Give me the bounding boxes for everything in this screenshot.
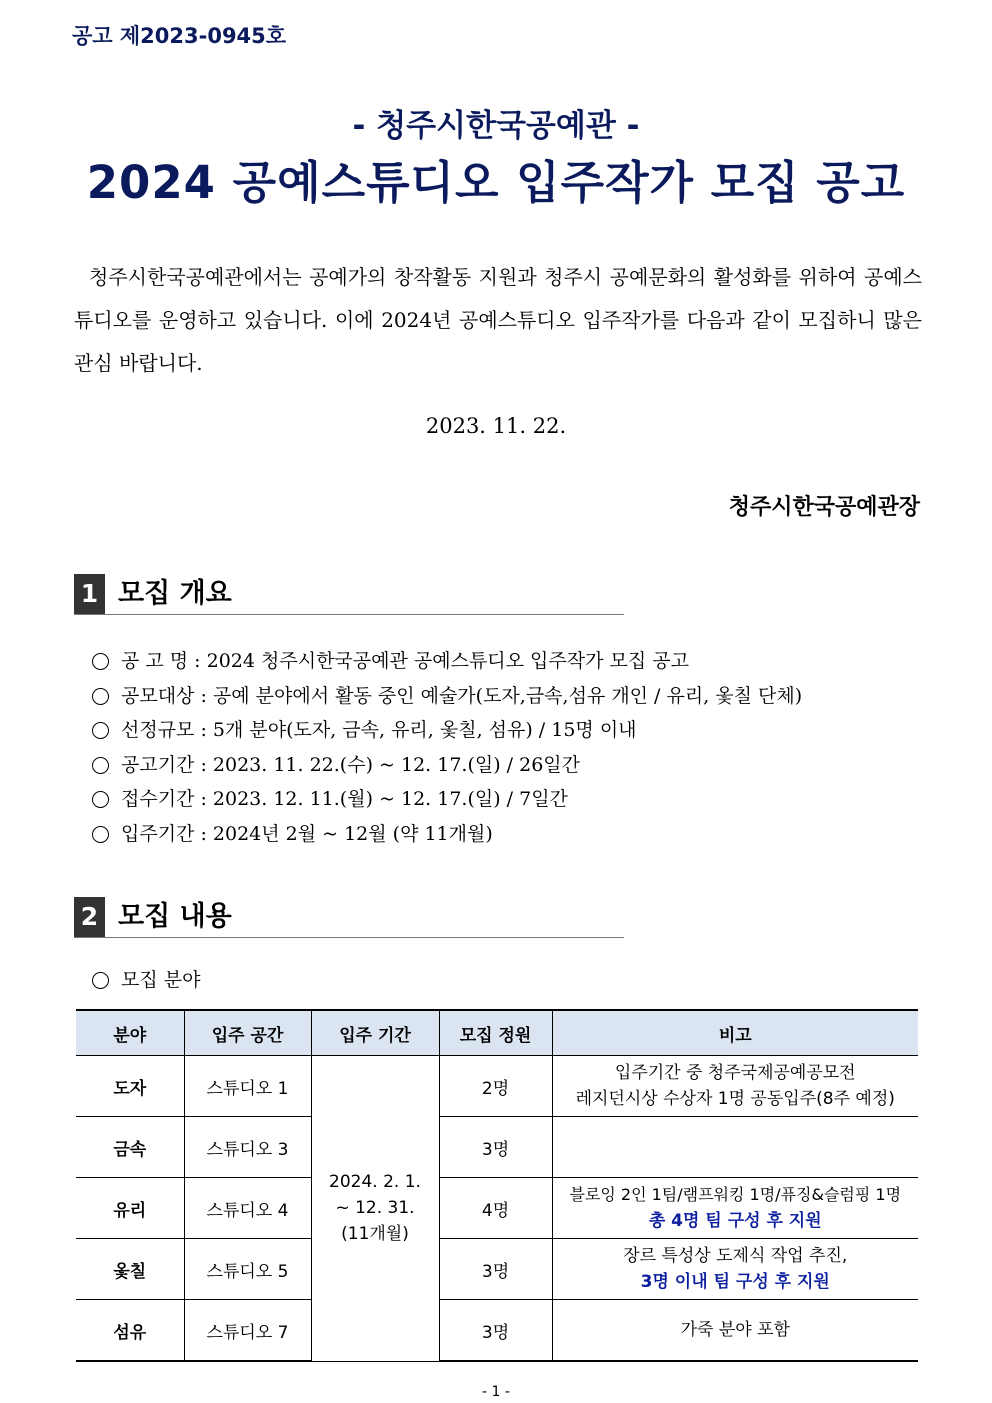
notice-number: 공고 제2023-0945호 [72,24,287,48]
note-line: 블로잉 2인 1팀/램프워킹 1명/퓨징&슬럼핑 1명 [569,1185,902,1204]
table-row [76,1239,918,1300]
list-item: 선정규모 : 5개 분야(도자, 금속, 유리, 옻칠, 섬유) / 15명 이내 [92,713,802,748]
circle-bullet-icon [92,757,109,774]
cell-space: 스튜디오 7 [184,1300,311,1362]
section-2-title: 모집 내용 [118,901,232,932]
col-header-space: 입주 공간 [184,1010,311,1056]
cell-field: 유리 [76,1178,184,1239]
sub-title: - 청주시한국공예관 - [352,108,640,144]
intro-text: 청주시한국공예관에서는 공예가의 창작활동 지원과 청주시 공예문화의 활성화를 위하여 공예스튜디오를 운영하고 있습니다. 이에 2024년 공예스튜디오 입주작가를 다음과 같이 모집하니 많은 관심 바랍니다. [74,265,922,375]
table-header-row [76,1010,918,1056]
note-line: 입주기간 중 청주국제공예공모전 [614,1063,856,1083]
table-row [76,1056,918,1117]
cell-space: 스튜디오 5 [184,1239,311,1300]
col-header-field: 분야 [76,1010,184,1056]
circle-bullet-icon [92,972,109,989]
cell-count: 3명 [439,1300,552,1362]
cell-note [552,1239,918,1300]
cell-field: 옻칠 [76,1239,184,1300]
cell-count: 2명 [439,1056,552,1117]
cell-count: 3명 [439,1239,552,1300]
announcement-date: 2023. 11. 22. [425,414,567,438]
cell-note [552,1178,918,1239]
section-2-header [74,897,624,938]
section-1-title: 모집 개요 [118,578,232,609]
period-line: ~ 12. 31. [335,1198,415,1219]
circle-bullet-icon [92,791,109,808]
circle-bullet-icon [92,688,109,705]
list-item: 접수기간 : 2023. 12. 11.(월) ~ 12. 17.(일) / 7일간 [92,782,802,817]
cell-note [552,1117,918,1178]
section-1-number: 1 [74,574,105,614]
signer: 청주시한국공예관장 [728,494,920,520]
list-item: 공모대상 : 공예 분야에서 활동 중인 예술가(도자,금속,섬유 개인 / 유리, 옻칠 단체) [92,679,802,714]
list-item: 공고기간 : 2023. 11. 22.(수) ~ 12. 17.(일) / 26일간 [92,748,802,783]
note-line-emphasis: 총 4명 팀 구성 후 지원 [648,1211,822,1231]
period-line: (11개월) [341,1224,409,1245]
cell-field: 섬유 [76,1300,184,1362]
page-title: 2024 공예스튜디오 입주작가 모집 공고 [86,156,906,209]
cell-space: 스튜디오 4 [184,1178,311,1239]
list-item: 입주기간 : 2024년 2월 ~ 12월 (약 11개월) [92,817,802,852]
note-line-emphasis: 3명 이내 팀 구성 후 지원 [640,1272,830,1292]
circle-bullet-icon [92,722,109,739]
col-header-period: 입주 기간 [311,1010,439,1056]
table-row [76,1300,918,1362]
cell-space: 스튜디오 3 [184,1117,311,1178]
note-line: 레지던시상 수상자 1명 공동입주(8주 예정) [575,1089,895,1109]
col-header-note: 비고 [552,1010,918,1056]
list-item: 공 고 명 : 2024 청주시한국공예관 공예스튜디오 입주작가 모집 공고 [92,644,802,679]
note-line: 장르 특성상 도제식 작업 추진, [623,1246,848,1266]
cell-count: 4명 [439,1178,552,1239]
table-row [76,1117,918,1178]
page-number: - 1 - [482,1384,510,1400]
cell-note [552,1300,918,1362]
section-1-header [74,574,624,615]
col-header-count: 모집 정원 [439,1010,552,1056]
table-row [76,1178,918,1239]
cell-space: 스튜디오 1 [184,1056,311,1117]
cell-field: 도자 [76,1056,184,1117]
overview-list [92,644,802,851]
recruit-field-heading: 모집 분야 [92,965,200,995]
period-line: 2024. 2. 1. [329,1172,421,1193]
note-line: 가죽 분야 포함 [680,1320,790,1340]
section-2-number: 2 [74,897,105,937]
cell-field: 금속 [76,1117,184,1178]
circle-bullet-icon [92,653,109,670]
intro-paragraph [74,256,922,385]
cell-note [552,1056,918,1117]
cell-period [311,1056,439,1362]
recruit-table [76,1009,918,1362]
cell-count: 3명 [439,1117,552,1178]
circle-bullet-icon [92,826,109,843]
